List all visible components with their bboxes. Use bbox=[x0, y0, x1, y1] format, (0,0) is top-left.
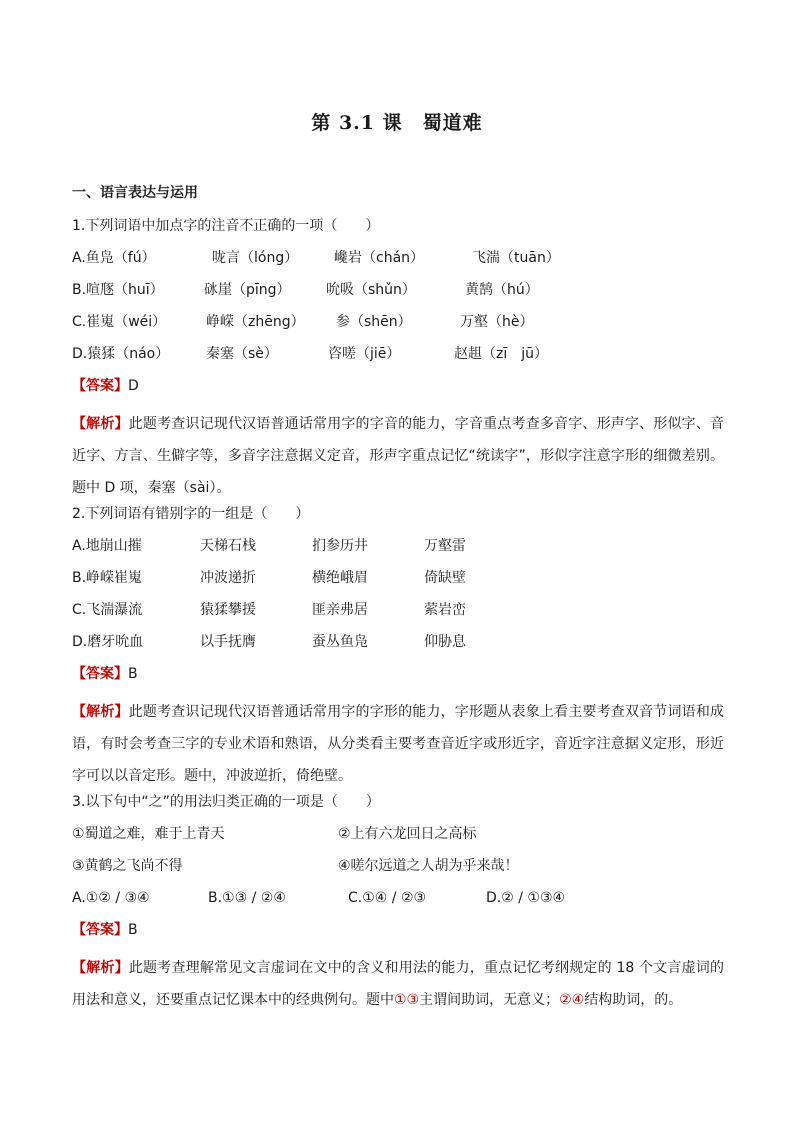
q3-sentence-row bbox=[72, 856, 724, 888]
q1-option: 咨嗟（jiē） bbox=[328, 346, 401, 362]
q2-analysis bbox=[72, 696, 724, 792]
q3-answer-value: B bbox=[128, 922, 138, 938]
answer-label: 【答案】 bbox=[72, 666, 128, 682]
q2-option: 天梯石栈 bbox=[200, 538, 256, 554]
q1-answer bbox=[72, 376, 724, 408]
q1-option: 咙言（lóng） bbox=[212, 250, 299, 266]
q1-option: D.猿猱（náo） bbox=[72, 346, 170, 362]
q1-option: C.崔嵬（wéi） bbox=[72, 314, 167, 330]
q3-analysis-text: 此题考查理解常见文言虚词在文中的含义和用法的能力，重点记忆考纲规定的 18 个文言虚词的用法和意义，还要重点记忆课本中的经典例句。题中 bbox=[72, 960, 724, 1008]
q3-choice: B.①③ / ②④ bbox=[208, 890, 286, 906]
q2-option: 猿猱攀援 bbox=[200, 602, 256, 618]
q2-option: D.磨牙吮血 bbox=[72, 634, 144, 650]
q2-option: 仰胁息 bbox=[424, 634, 466, 650]
q1-option: 秦塞（sè） bbox=[206, 346, 278, 362]
q1-stem: 1.下列词语中加点字的注音不正确的一项（ ） bbox=[72, 218, 380, 234]
q1-option: 参（shēn） bbox=[336, 314, 412, 330]
q3-highlight: ②④ bbox=[559, 992, 585, 1008]
q1-answer-value: D bbox=[128, 378, 139, 394]
q3-sentence: ①蜀道之难，难于上青天 bbox=[72, 826, 225, 842]
q2-option: 扪参历井 bbox=[312, 538, 368, 554]
q3-sentence-row bbox=[72, 824, 724, 856]
q3-sentence: ③黄鹤之飞尚不得 bbox=[72, 858, 183, 874]
q2-option: 匪亲弗居 bbox=[312, 602, 368, 618]
q3-sentence: ④嗟尔远道之人胡为乎来哉！ bbox=[338, 858, 519, 874]
q2-option-row bbox=[72, 632, 724, 664]
q1-option: 赵趄（zī jū） bbox=[454, 346, 549, 362]
q3-choice-row bbox=[72, 888, 724, 920]
q1-option-row bbox=[72, 280, 724, 312]
answer-label: 【答案】 bbox=[72, 378, 128, 394]
q1-option: 峥嵘（zhēng） bbox=[206, 314, 305, 330]
page-title: 第 3.1 课 蜀道难 bbox=[311, 112, 483, 134]
q1-option-row bbox=[72, 344, 724, 376]
section-heading: 一、语言表达与运用 bbox=[72, 185, 198, 201]
q2-option-row bbox=[72, 568, 724, 600]
q1-option: 飞湍（tuān） bbox=[472, 250, 560, 266]
q1-option-row bbox=[72, 312, 724, 344]
analysis-label: 【解析】 bbox=[72, 416, 129, 432]
q3-sentence: ②上有六龙回日之高标 bbox=[338, 826, 477, 842]
q1-option: 巉岩（chán） bbox=[334, 250, 425, 266]
analysis-label: 【解析】 bbox=[72, 960, 129, 976]
q1-option: 万壑（hè） bbox=[460, 314, 534, 330]
q1-analysis bbox=[72, 408, 724, 504]
q1-analysis-text: 此题考查识记现代汉语普通话常用字的字音的能力，字音重点考查多音字、形声字、形似字、音近字、方言、生僻字等，多音字注意据义定音，形声字重点记忆“统读字”，形似字注意字形的细微差别。题中 D 项，秦塞（sài）。 bbox=[72, 416, 725, 496]
q2-option-row bbox=[72, 600, 724, 632]
q2-option: B.峥嵘崔嵬 bbox=[72, 570, 143, 586]
q3-analysis-text: 主谓间助词，无意义； bbox=[419, 992, 560, 1008]
q2-stem: 2.下列词语有错别字的一组是（ ） bbox=[72, 506, 310, 522]
q3-analysis bbox=[72, 952, 724, 1016]
q1-option: A.鱼凫（fú） bbox=[72, 250, 156, 266]
answer-label: 【答案】 bbox=[72, 922, 128, 938]
q3-analysis-text: 结构助词，的。 bbox=[584, 992, 683, 1008]
q1-option: B.喧豗（huī） bbox=[72, 282, 164, 298]
q3-highlight: ①③ bbox=[394, 992, 420, 1008]
q2-option: 冲波递折 bbox=[200, 570, 256, 586]
q2-option: 倚缺壁 bbox=[424, 570, 466, 586]
q2-option: 万壑雷 bbox=[424, 538, 466, 554]
q2-answer-value: B bbox=[128, 666, 138, 682]
content bbox=[72, 184, 724, 1016]
q2-option: 横绝峨眉 bbox=[312, 570, 368, 586]
q2-answer bbox=[72, 664, 724, 696]
q3-choice: D.② / ①③④ bbox=[486, 890, 566, 906]
q1-option: 吮吸（shǔn） bbox=[326, 282, 416, 298]
q1-option-row bbox=[72, 248, 724, 280]
analysis-label: 【解析】 bbox=[72, 704, 129, 720]
q2-option-row bbox=[72, 536, 724, 568]
q3-choice: C.①④ / ②③ bbox=[348, 890, 427, 906]
q2-option: A.地崩山摧 bbox=[72, 538, 142, 554]
q2-option: 蚕丛鱼凫 bbox=[312, 634, 368, 650]
q3-answer bbox=[72, 920, 724, 952]
q2-option: 萦岩峦 bbox=[424, 602, 466, 618]
q1-option: 黄鹄（hú） bbox=[465, 282, 539, 298]
q2-option: 以手抚膺 bbox=[200, 634, 256, 650]
q3-choice: A.①② / ③④ bbox=[72, 890, 150, 906]
q2-analysis-text: 此题考查识记现代汉语普通话常用字的字形的能力，字形题从表象上看主要考查双音节词语和成语，有时会考查三字的专业术语和熟语，从分类看主要考查音近字或形近字，音近字注意据义定形，形近字可以以音定形。题中，冲波逆折，倚绝壁。 bbox=[72, 704, 725, 784]
q1-option: 砯崖（pīng） bbox=[204, 282, 291, 298]
q3-stem: 3.以下句中“之”的用法归类正确的一项是（ ） bbox=[72, 794, 380, 810]
q2-option: C.飞湍瀑流 bbox=[72, 602, 143, 618]
